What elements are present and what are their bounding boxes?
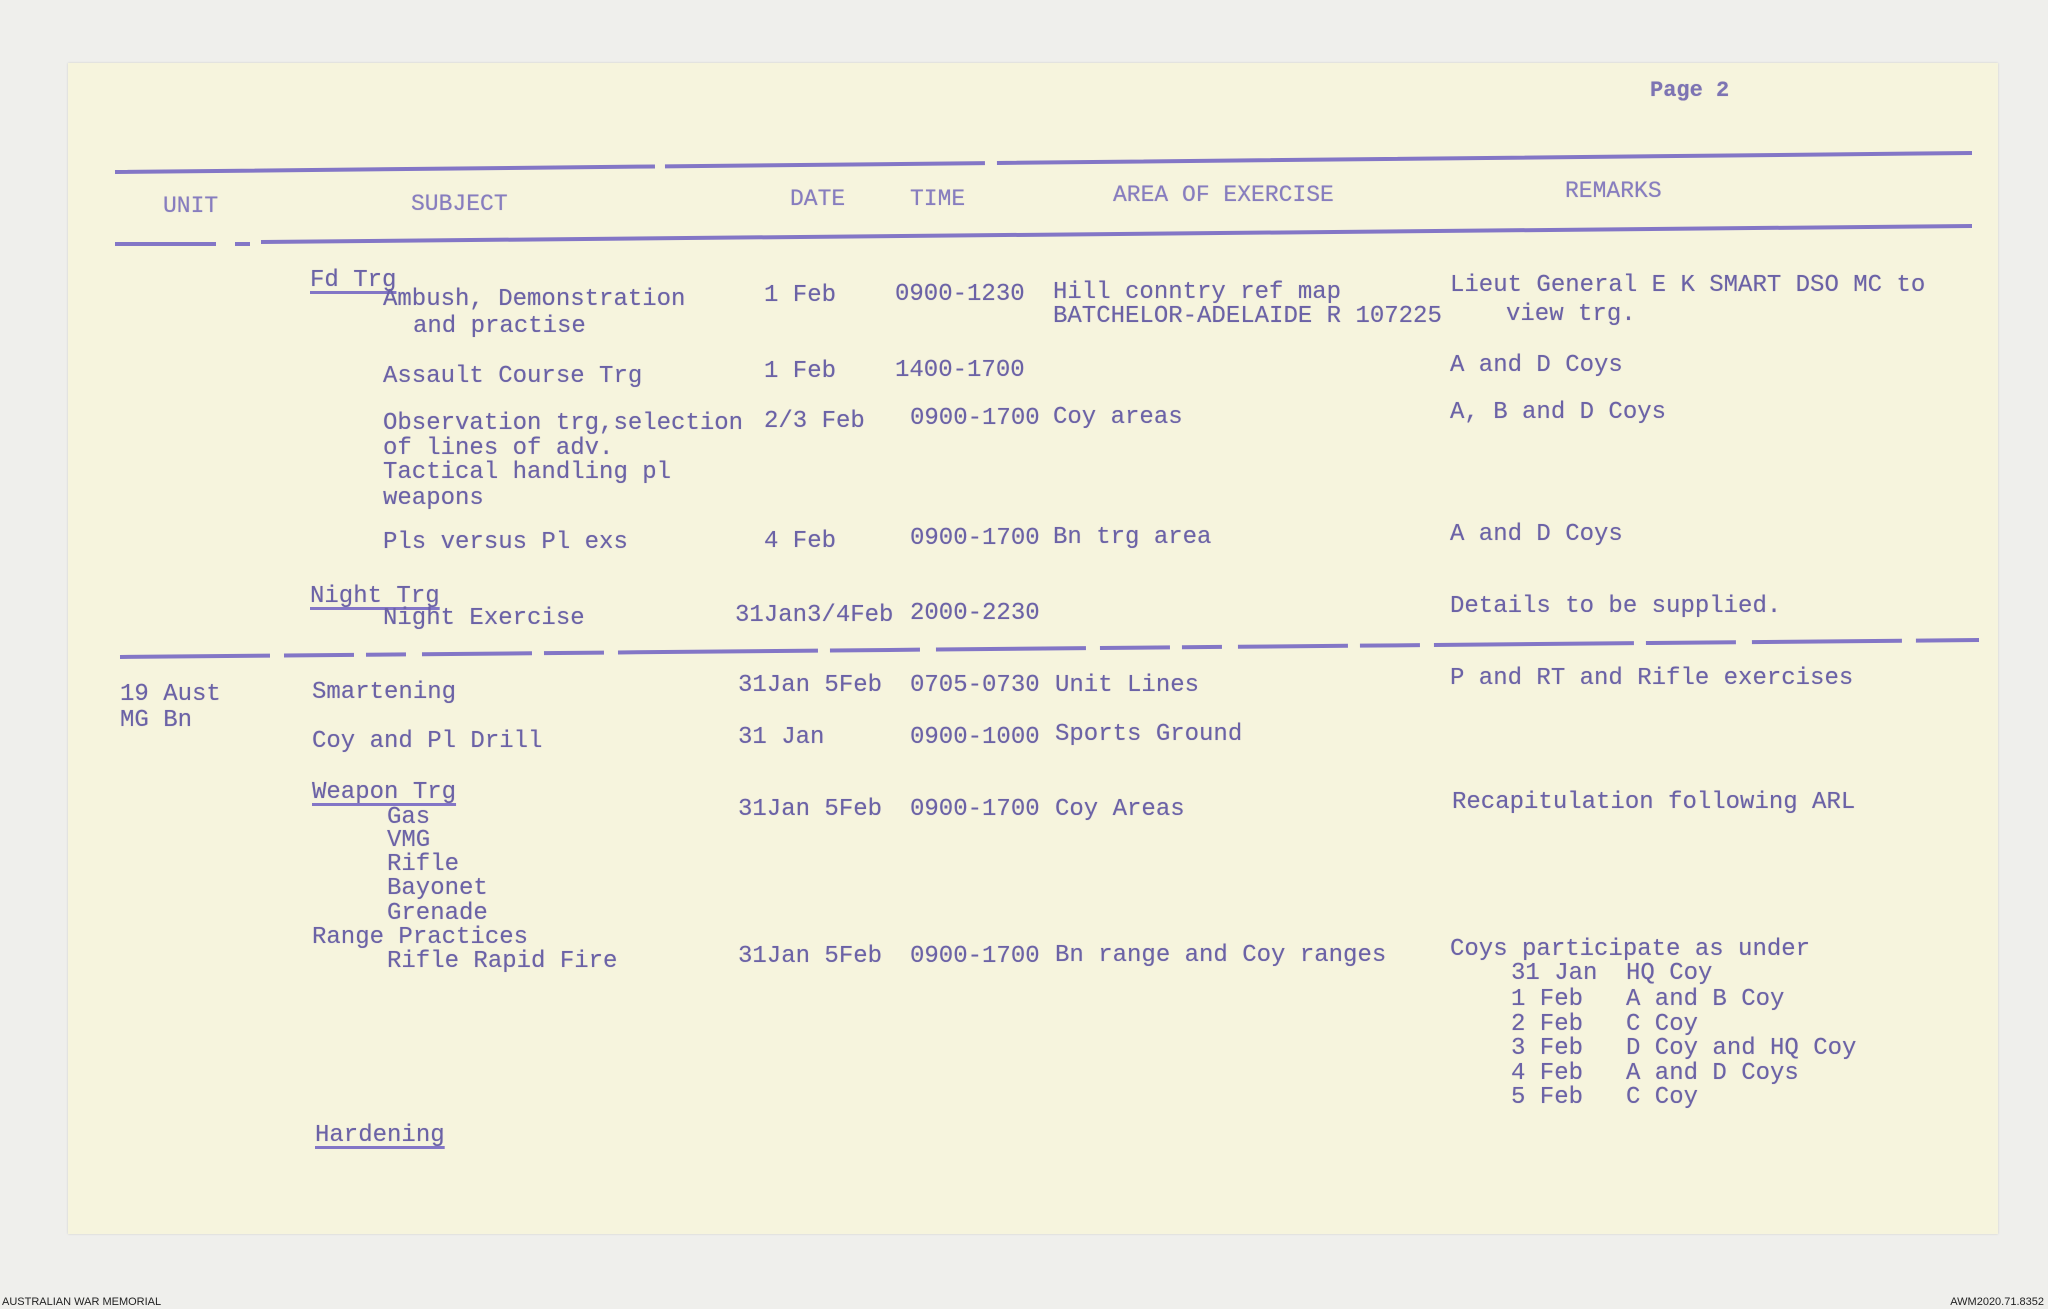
schedule-date: 5 Feb bbox=[1511, 1084, 1584, 1111]
schedule-coys: C Coy bbox=[1626, 1011, 1699, 1038]
row-subject: Grenade bbox=[387, 900, 488, 927]
column-header-date: DATE bbox=[790, 186, 846, 212]
row-area: Bn trg area bbox=[1053, 524, 1212, 551]
row-time: 0900-1700 bbox=[910, 943, 1040, 970]
row-time: 2000-2230 bbox=[910, 600, 1040, 627]
row-subject: Coy and Pl Drill bbox=[312, 728, 543, 755]
row-time: 0705-0730 bbox=[910, 672, 1040, 699]
schedule-date: 1 Feb bbox=[1511, 986, 1584, 1013]
row-time: 0900-1700 bbox=[910, 525, 1040, 552]
row-remarks: Coys participate as under bbox=[1450, 936, 1811, 963]
row-remarks: view trg. bbox=[1506, 301, 1636, 328]
heading-night-trg: Night Trg bbox=[310, 583, 440, 610]
row-time: 0900-1000 bbox=[910, 724, 1040, 751]
schedule-date: 31 Jan bbox=[1511, 960, 1598, 987]
column-header-time: TIME bbox=[910, 186, 966, 212]
footer-archive-id: AWM2020.71.8352 bbox=[1950, 1296, 2044, 1308]
unit-label: MG Bn bbox=[120, 707, 193, 734]
row-subject: Rifle Rapid Fire bbox=[387, 948, 618, 975]
row-area: Sports Ground bbox=[1055, 721, 1243, 748]
row-remarks: A and D Coys bbox=[1450, 521, 1623, 548]
row-subject: of lines of adv. bbox=[383, 435, 614, 462]
schedule-coys: HQ Coy bbox=[1626, 960, 1713, 987]
row-date: 4 Feb bbox=[764, 528, 837, 555]
row-subject: VMG bbox=[387, 827, 431, 854]
schedule-date: 4 Feb bbox=[1511, 1060, 1584, 1087]
row-date: 31Jan 5Feb bbox=[738, 796, 883, 823]
row-area: Hill conntry ref map bbox=[1053, 279, 1342, 306]
row-subject: Bayonet bbox=[387, 875, 488, 902]
heading-fd-trg: Fd Trg bbox=[310, 267, 397, 294]
schedule-date: 2 Feb bbox=[1511, 1011, 1584, 1038]
row-subject: Night Exercise bbox=[383, 605, 585, 632]
schedule-coys: A and D Coys bbox=[1626, 1060, 1799, 1087]
row-date: 1 Feb bbox=[764, 358, 837, 385]
heading-weapon-trg: Weapon Trg bbox=[312, 779, 457, 806]
row-time: 0900-1230 bbox=[895, 281, 1025, 308]
row-time: 0900-1700 bbox=[910, 796, 1040, 823]
row-date: 31 Jan bbox=[738, 724, 825, 751]
footer-archive-name: AUSTRALIAN WAR MEMORIAL bbox=[2, 1296, 162, 1308]
row-subject: Pls versus Pl exs bbox=[383, 529, 628, 556]
heading-range-practices: Range Practices bbox=[312, 924, 529, 951]
row-time: 1400-1700 bbox=[895, 357, 1025, 384]
column-header-unit: UNIT bbox=[163, 193, 219, 219]
row-subject: Observation trg,selection bbox=[383, 410, 744, 437]
column-header-subject: SUBJECT bbox=[411, 191, 508, 217]
row-remarks: Recapitulation following ARL bbox=[1452, 789, 1856, 816]
row-area: Bn range and Coy ranges bbox=[1055, 942, 1387, 969]
row-subject: Tactical handling pl bbox=[383, 459, 672, 486]
column-header-area: AREA OF EXERCISE bbox=[1113, 182, 1334, 208]
unit-label: 19 Aust bbox=[120, 681, 221, 708]
row-subject: Ambush, Demonstration bbox=[383, 286, 686, 313]
row-date: 31Jan 5Feb bbox=[738, 672, 883, 699]
schedule-coys: D Coy and HQ Coy bbox=[1626, 1035, 1857, 1062]
column-header-remarks: REMARKS bbox=[1565, 178, 1662, 204]
row-subject: Smartening bbox=[312, 679, 457, 706]
row-time: 0900-1700 bbox=[910, 405, 1040, 432]
row-date: 31Jan 5Feb bbox=[738, 943, 883, 970]
heading-hardening: Hardening bbox=[315, 1122, 445, 1149]
row-subject: Gas bbox=[387, 804, 431, 831]
schedule-coys: A and B Coy bbox=[1626, 986, 1785, 1013]
schedule-date: 3 Feb bbox=[1511, 1035, 1584, 1062]
row-remarks: A and D Coys bbox=[1450, 352, 1623, 379]
row-remarks: Details to be supplied. bbox=[1450, 593, 1782, 620]
row-remarks: Lieut General E K SMART DSO MC to bbox=[1450, 272, 1926, 299]
row-remarks: A, B and D Coys bbox=[1450, 399, 1667, 426]
row-subject: Rifle bbox=[387, 851, 460, 878]
page-number: Page 2 bbox=[1650, 78, 1730, 103]
row-area: Coy areas bbox=[1053, 404, 1183, 431]
row-date: 1 Feb bbox=[764, 282, 837, 309]
row-area: BATCHELOR-ADELAIDE R 107225 bbox=[1053, 303, 1442, 330]
row-subject: and practise bbox=[413, 313, 586, 340]
row-area: Unit Lines bbox=[1055, 672, 1200, 699]
schedule-coys: C Coy bbox=[1626, 1084, 1699, 1111]
row-subject: weapons bbox=[383, 485, 484, 512]
row-remarks: P and RT and Rifle exercises bbox=[1450, 665, 1854, 692]
row-date: 31Jan3/4Feb bbox=[735, 602, 894, 629]
row-subject: Assault Course Trg bbox=[383, 363, 643, 390]
row-date: 2/3 Feb bbox=[764, 408, 865, 435]
row-area: Coy Areas bbox=[1055, 796, 1185, 823]
